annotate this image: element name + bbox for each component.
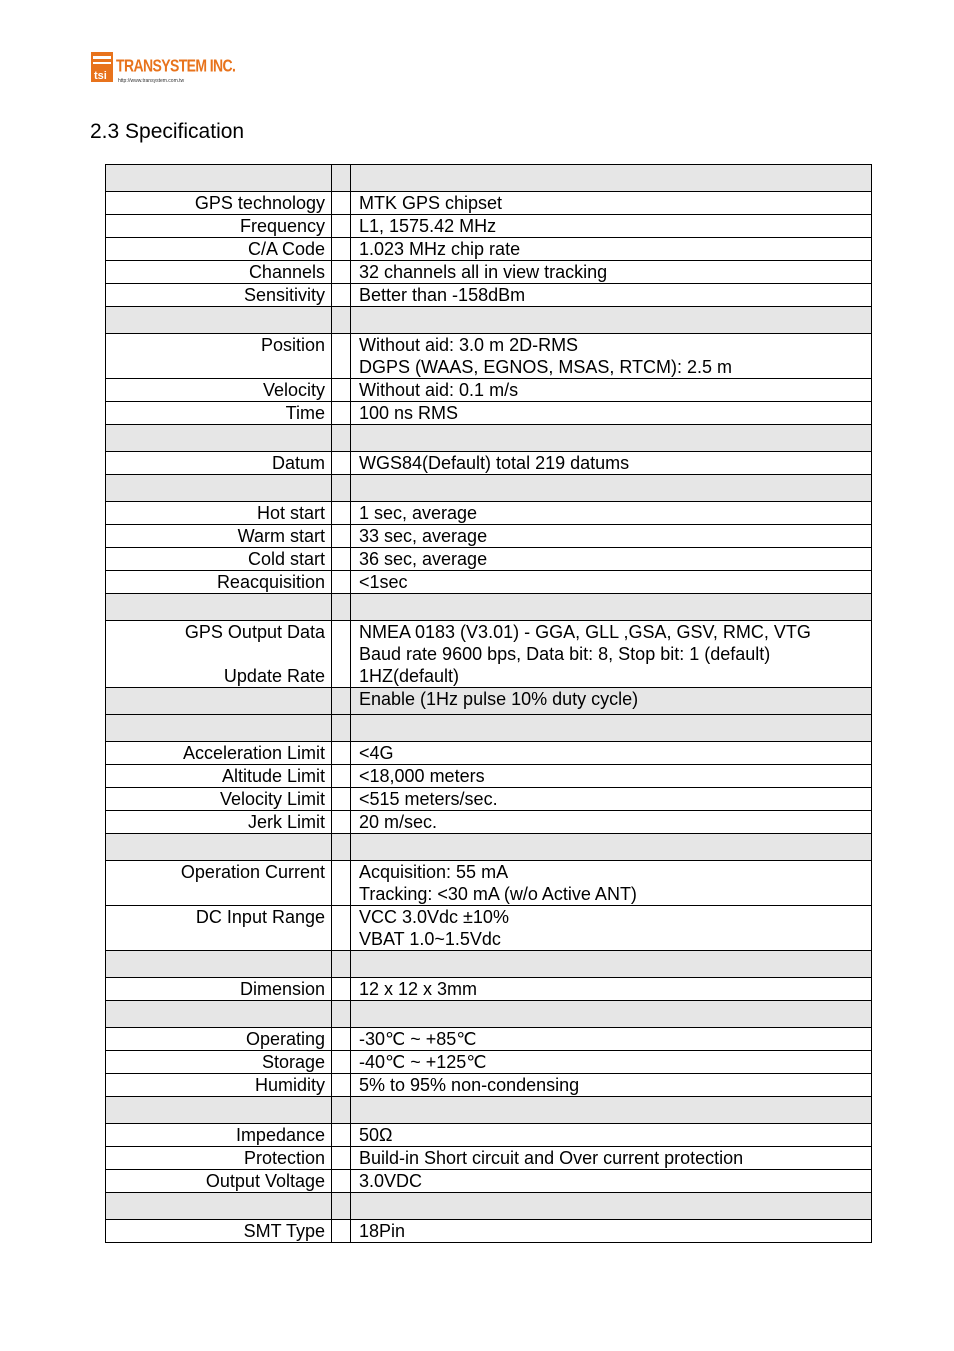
spec-spacer: [332, 1124, 351, 1147]
spec-value: [351, 688, 872, 715]
spec-label: [106, 238, 332, 261]
table-row: [106, 1147, 872, 1170]
table-row: [106, 621, 872, 688]
spec-label-line: Dimension: [239, 979, 325, 999]
table-row: [106, 548, 872, 571]
spec-spacer: [332, 502, 351, 525]
section-row: [106, 688, 872, 715]
spec-label: [106, 1001, 332, 1028]
spec-value: [351, 788, 872, 811]
spec-value: [351, 238, 872, 261]
spec-label: [106, 594, 332, 621]
spec-label-line: [114, 475, 325, 497]
spec-label-line: [114, 715, 325, 737]
company-logo: [91, 52, 236, 86]
spec-label-line: C/A Code: [247, 239, 325, 259]
spec-label-line: SMT Type: [243, 1221, 325, 1241]
spec-label-line: Altitude Limit: [221, 766, 325, 786]
spec-label: [106, 379, 332, 402]
spec-value: [351, 307, 872, 334]
spec-value: [351, 402, 872, 425]
spec-value: [351, 425, 872, 452]
table-row: [106, 334, 872, 379]
spec-spacer: [332, 861, 351, 906]
spec-label: [106, 525, 332, 548]
spec-label: [106, 548, 332, 571]
spec-value: [351, 1220, 872, 1243]
spec-label-line: Channels: [248, 262, 325, 282]
spec-label: [106, 1074, 332, 1097]
spec-label: [106, 1051, 332, 1074]
spec-value-line: 50Ω: [359, 1125, 393, 1145]
spec-value: [351, 594, 872, 621]
spec-spacer: [332, 811, 351, 834]
spec-label: [106, 215, 332, 238]
spec-label-line: Position: [260, 335, 325, 355]
table-row: [106, 906, 872, 951]
spec-value: [351, 525, 872, 548]
spec-spacer: [332, 215, 351, 238]
spec-label-line: DC Input Range: [195, 907, 325, 927]
spec-label: [106, 788, 332, 811]
company-name: TRANSYSTEM INC.: [116, 55, 236, 75]
section-row: [106, 834, 872, 861]
spec-value: [351, 475, 872, 502]
spec-value: [351, 834, 872, 861]
spec-label-line: Humidity: [254, 1075, 325, 1095]
spec-spacer: [332, 951, 351, 978]
table-row: [106, 1074, 872, 1097]
spec-label: [106, 261, 332, 284]
table-row: [106, 192, 872, 215]
spec-label: [106, 165, 332, 192]
spec-label-line: Reacquisition: [216, 572, 325, 592]
spec-label-line: Frequency: [239, 216, 325, 236]
spec-value: [351, 978, 872, 1001]
spec-value-line: -30℃ ~ +85℃: [359, 1029, 477, 1049]
spec-label: [106, 192, 332, 215]
spec-spacer: [332, 548, 351, 571]
spec-value: [351, 1193, 872, 1220]
spec-spacer: [332, 978, 351, 1001]
spec-label-line: Warm start: [237, 526, 325, 546]
spec-label-line: [114, 594, 325, 616]
spec-spacer: [332, 1001, 351, 1028]
spec-value-line: <1sec: [359, 572, 408, 592]
spec-value: [351, 1124, 872, 1147]
section-heading: 2.3 Specification: [90, 120, 245, 143]
spec-value: [351, 1074, 872, 1097]
spec-value: [351, 192, 872, 215]
spec-label: [106, 502, 332, 525]
spec-label: [106, 1124, 332, 1147]
spec-spacer: [332, 621, 351, 688]
spec-spacer: [332, 238, 351, 261]
spec-label-line: Operation Current: [180, 862, 325, 882]
spec-label-line: Time: [285, 403, 325, 423]
spec-value: [351, 811, 872, 834]
spec-spacer: [332, 715, 351, 742]
spec-label: [106, 452, 332, 475]
spec-label-line: Storage: [261, 1052, 325, 1072]
spec-label-line: Output Voltage: [205, 1171, 325, 1191]
spec-value: [351, 715, 872, 742]
spec-value-line: 18Pin: [359, 1221, 406, 1241]
spec-table: [105, 164, 872, 1243]
spec-label-line: Cold start: [247, 549, 325, 569]
spec-value: [351, 1001, 872, 1028]
spec-value-line: DGPS (WAAS, EGNOS, MSAS, RTCM): 2.5 m: [359, 357, 733, 377]
spec-spacer: [332, 192, 351, 215]
spec-label: [106, 284, 332, 307]
spec-label-line: [114, 1193, 325, 1215]
spec-label-line: [114, 688, 325, 710]
spec-value-line: 1HZ(default): [359, 666, 460, 686]
spec-label-line: [114, 834, 325, 856]
spec-label-line: Hot start: [256, 503, 325, 523]
section-row: [106, 594, 872, 621]
spec-spacer: [332, 165, 351, 192]
table-row: [106, 861, 872, 906]
table-row: [106, 1170, 872, 1193]
table-row: [106, 1028, 872, 1051]
spec-value: [351, 1051, 872, 1074]
spec-spacer: [332, 261, 351, 284]
spec-value-line: -40℃ ~ +125℃: [359, 1052, 487, 1072]
table-row: [106, 379, 872, 402]
spec-value-line: MTK GPS chipset: [359, 193, 503, 213]
svg-text:tsi: tsi: [94, 70, 107, 82]
spec-value-line: 100 ns RMS: [359, 403, 459, 423]
spec-label: [106, 402, 332, 425]
spec-value-line: 3.0VDC: [359, 1171, 423, 1191]
spec-value: [351, 571, 872, 594]
table-row: [106, 978, 872, 1001]
spec-label: [106, 715, 332, 742]
spec-spacer: [332, 402, 351, 425]
spec-spacer: [332, 334, 351, 379]
spec-label: [106, 1220, 332, 1243]
spec-value: [351, 165, 872, 192]
spec-value: [351, 861, 872, 906]
spec-value: [351, 502, 872, 525]
spec-label-line: Acceleration Limit: [182, 743, 325, 763]
spec-value-line: VBAT 1.0~1.5Vdc: [359, 929, 501, 949]
table-row: [106, 742, 872, 765]
company-url: http://www.transystem.com.tw: [118, 78, 185, 84]
spec-label-line: Jerk Limit: [247, 812, 325, 832]
spec-label: [106, 307, 332, 334]
section-row: [106, 475, 872, 502]
section-row: [106, 165, 872, 192]
spec-value-line: NMEA 0183 (V3.01) - GGA, GLL ,GSA, GSV, RMC, VTG: [359, 622, 811, 642]
spec-label-line: [114, 165, 325, 187]
spec-label-line: Sensitivity: [243, 285, 325, 305]
spec-label: [106, 834, 332, 861]
spec-spacer: [332, 571, 351, 594]
spec-spacer: [332, 452, 351, 475]
spec-value: [351, 765, 872, 788]
table-row: [106, 402, 872, 425]
spec-value-line: 1 sec, average: [359, 503, 478, 523]
spec-value-line: Build-in Short circuit and Over current protection: [359, 1148, 744, 1168]
spec-label: [106, 688, 332, 715]
spec-value: [351, 951, 872, 978]
spec-label-line: Operating: [245, 1029, 325, 1049]
spec-spacer: [332, 594, 351, 621]
spec-spacer: [332, 475, 351, 502]
spec-value-line: 36 sec, average: [359, 549, 488, 569]
spec-value: [351, 284, 872, 307]
spec-label-line: Update Rate: [223, 666, 325, 686]
spec-spacer: [332, 1051, 351, 1074]
spec-value-line: Tracking: <30 mA (w/o Active ANT): [359, 884, 637, 904]
spec-label: [106, 765, 332, 788]
spec-spacer: [332, 788, 351, 811]
table-row: [106, 1124, 872, 1147]
table-row: [106, 525, 872, 548]
section-row: [106, 951, 872, 978]
spec-spacer: [332, 1147, 351, 1170]
spec-spacer: [332, 765, 351, 788]
spec-value: [351, 1028, 872, 1051]
table-row: [106, 765, 872, 788]
spec-spacer: [332, 379, 351, 402]
spec-value: [351, 379, 872, 402]
spec-value-line: L1, 1575.42 MHz: [359, 216, 497, 236]
table-row: [106, 238, 872, 261]
section-row: [106, 425, 872, 452]
spec-label-line: Velocity: [262, 380, 325, 400]
spec-label: [106, 1028, 332, 1051]
spec-value: [351, 261, 872, 284]
spec-label: [106, 1147, 332, 1170]
spec-value-line: Baud rate 9600 bps, Data bit: 8, Stop bit: 1 (default): [359, 644, 771, 664]
spec-spacer: [332, 307, 351, 334]
spec-spacer: [332, 284, 351, 307]
spec-value-line: Enable (1Hz pulse 10% duty cycle): [359, 689, 639, 709]
tsi-logo-icon: [91, 52, 113, 82]
spec-spacer: [332, 425, 351, 452]
spec-label: [106, 475, 332, 502]
spec-spacer: [332, 525, 351, 548]
table-row: [106, 215, 872, 238]
spec-spacer: [332, 1074, 351, 1097]
spec-value-line: 5% to 95% non-condensing: [359, 1075, 580, 1095]
spec-value: [351, 621, 872, 688]
spec-value-line: VCC 3.0Vdc ±10%: [359, 907, 509, 927]
spec-label-line: Datum: [271, 453, 325, 473]
spec-label: [106, 906, 332, 951]
spec-value: [351, 548, 872, 571]
spec-value-line: Without aid: 3.0 m 2D-RMS: [359, 335, 579, 355]
table-row: [106, 452, 872, 475]
spec-label: [106, 571, 332, 594]
spec-label-line: [114, 1097, 325, 1119]
spec-label-line: [114, 425, 325, 447]
spec-value: [351, 906, 872, 951]
spec-spacer: [332, 906, 351, 951]
table-row: [106, 1051, 872, 1074]
spec-label: [106, 951, 332, 978]
spec-spacer: [332, 1170, 351, 1193]
spec-label: [106, 621, 332, 688]
section-row: [106, 1097, 872, 1124]
spec-spacer: [332, 834, 351, 861]
spec-label: [106, 811, 332, 834]
section-row: [106, 715, 872, 742]
spec-value-line: <515 meters/sec.: [359, 789, 498, 809]
section-row: [106, 307, 872, 334]
spec-value-line: Better than -158dBm: [359, 285, 526, 305]
spec-value-line: 1.023 MHz chip rate: [359, 239, 521, 259]
spec-value-line: 33 sec, average: [359, 526, 488, 546]
spec-label: [106, 1097, 332, 1124]
spec-value-line: 32 channels all in view tracking: [359, 262, 608, 282]
spec-label-line: GPS technology: [194, 193, 325, 213]
table-row: [106, 571, 872, 594]
spec-value: [351, 1097, 872, 1124]
spec-value: [351, 742, 872, 765]
table-row: [106, 811, 872, 834]
spec-label: [106, 978, 332, 1001]
spec-label-line: Velocity Limit: [219, 789, 325, 809]
spec-value-line: 20 m/sec.: [359, 812, 438, 832]
table-row: [106, 502, 872, 525]
spec-spacer: [332, 742, 351, 765]
spec-value-line: <4G: [359, 743, 394, 763]
spec-label-line: Impedance: [235, 1125, 325, 1145]
spec-spacer: [332, 1028, 351, 1051]
spec-spacer: [332, 1220, 351, 1243]
spec-value-line: Acquisition: 55 mA: [359, 862, 509, 882]
spec-label-line: [114, 643, 325, 665]
section-row: [106, 1193, 872, 1220]
spec-value-line: 12 x 12 x 3mm: [359, 979, 478, 999]
spec-label: [106, 861, 332, 906]
spec-value-line: <18,000 meters: [359, 766, 485, 786]
spec-spacer: [332, 1097, 351, 1124]
spec-value-line: WGS84(Default) total 219 datums: [359, 453, 630, 473]
spec-label: [106, 425, 332, 452]
spec-label-line: [114, 951, 325, 973]
spec-label: [106, 742, 332, 765]
section-row: [106, 1001, 872, 1028]
table-row: [106, 788, 872, 811]
spec-spacer: [332, 1193, 351, 1220]
spec-value: [351, 452, 872, 475]
spec-value: [351, 334, 872, 379]
spec-label: [106, 1170, 332, 1193]
spec-label-line: Protection: [243, 1148, 325, 1168]
spec-value: [351, 1170, 872, 1193]
table-row: [106, 1220, 872, 1243]
table-row: [106, 284, 872, 307]
spec-value: [351, 215, 872, 238]
spec-spacer: [332, 688, 351, 715]
table-row: [106, 261, 872, 284]
spec-label-line: GPS Output Data: [184, 622, 325, 642]
spec-value-line: Without aid: 0.1 m/s: [359, 380, 519, 400]
spec-label-line: [114, 307, 325, 329]
spec-value: [351, 1147, 872, 1170]
spec-label: [106, 1193, 332, 1220]
spec-label-line: [114, 1001, 325, 1023]
spec-label: [106, 334, 332, 379]
